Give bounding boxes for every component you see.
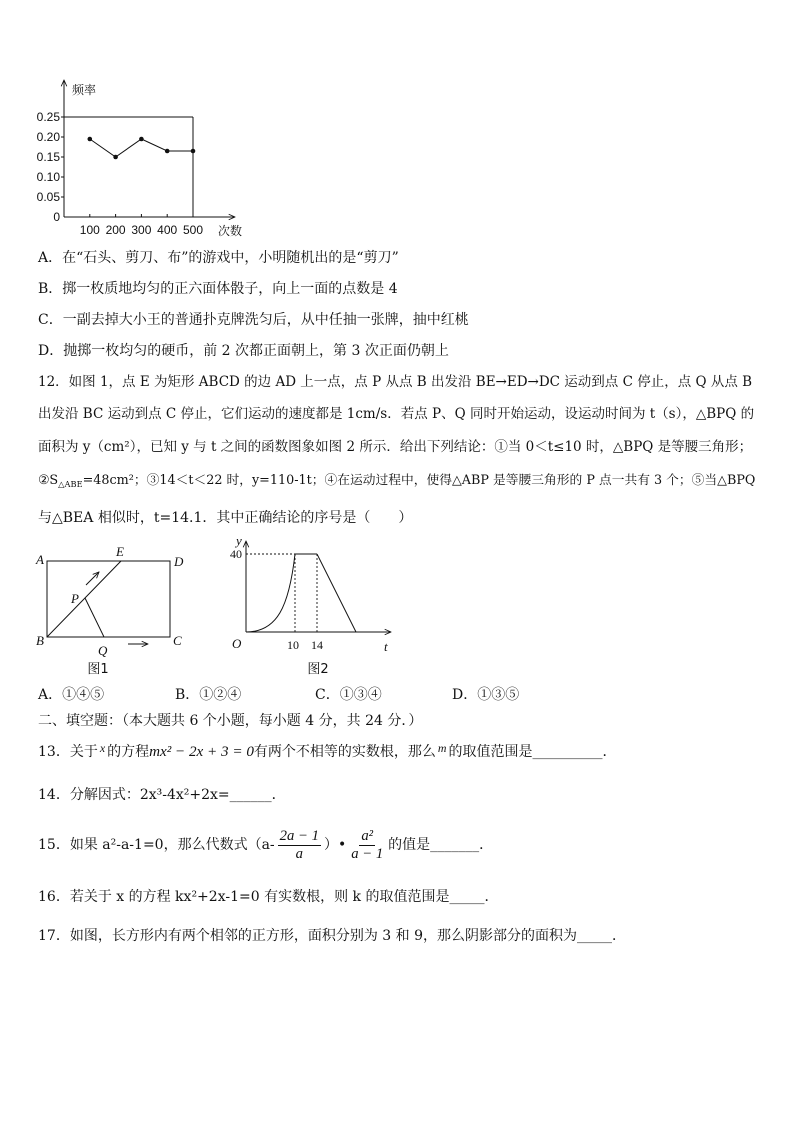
q12-figures <box>30 535 410 680</box>
descending-segment <box>317 554 356 632</box>
q12-choice-b: B．①②④ <box>175 687 242 703</box>
q17: 17．如图，长方形内有两个相邻的正方形，面积分别为 3 和 9，那么阴影部分的面积为_____． <box>38 928 626 944</box>
segment-pq <box>85 598 104 637</box>
q15-fraction-1-numerator: 2a − 1 <box>279 827 319 844</box>
data-point-200 <box>113 155 118 160</box>
x-tick-label: 500 <box>182 223 204 237</box>
y-tick-label: 0.05 <box>36 190 60 204</box>
y-tick-label: 0.15 <box>36 150 60 164</box>
q12-line-5: 与△BEA 相似时，t=14.1．其中正确结论的序号是（ ） <box>38 510 413 526</box>
x-axis-label: 次数 <box>218 224 243 238</box>
data-point-500 <box>191 149 196 154</box>
q14: 14．分解因式：2x³-4x²+2x=______． <box>38 787 286 803</box>
q15-fraction-2 <box>349 828 385 863</box>
fig2-t-tick-14: 14 <box>311 638 323 652</box>
q15-fraction-1 <box>278 828 321 863</box>
figure-2 <box>230 535 391 677</box>
q15-fraction-1-denominator: a <box>295 845 303 862</box>
y-tick-label: 0.10 <box>36 170 60 184</box>
q11-option-d: D．抛掷一枚均匀的硬币，前 2 次都正面朝上，第 3 次正面仍朝上 <box>38 343 449 359</box>
q15 <box>38 826 763 864</box>
x-tick-label: 400 <box>157 223 178 237</box>
p-direction-arrow <box>86 572 99 585</box>
q16: 16．若关于 x 的方程 kx²+2x-1=0 有实数根，则 k 的取值范围是_____． <box>38 889 499 905</box>
series-line <box>90 139 193 157</box>
q15-prefix: 15．如果 a²-a-1=0，那么代数式（a- <box>38 837 275 853</box>
label-a: A <box>36 552 44 567</box>
q13-var-m: m <box>437 741 447 755</box>
segment-be <box>47 561 121 637</box>
q12-line-2: 出发沿 BC 运动到点 C 停止，它们运动的速度都是 1cm/s．若点 P、Q 同时开始运动，设运动时间为 t（s），△BPQ 的 <box>38 406 755 422</box>
q15-suffix: 的值是_______． <box>388 837 494 853</box>
q13-answer-blank: __________ <box>532 744 603 760</box>
label-b: B <box>36 633 44 648</box>
parabola-segment <box>246 554 295 632</box>
x-tick-label: 100 <box>79 223 100 237</box>
q11-option-b: B．掷一枚质地均匀的正六面体骰子，向上一面的点数是 4 <box>38 281 398 297</box>
q12-line-4 <box>38 472 763 493</box>
label-e: E <box>116 544 124 559</box>
frequency-line-chart <box>30 75 250 245</box>
q12-line-3: 面积为 y（cm²），已知 y 与 t 之间的函数图象如图 2 所示．给出下列结论：①当 0＜t≤10 时，△BPQ 是等腰三角形； <box>38 439 753 455</box>
q12-choice-d: D．①③⑤ <box>452 687 520 703</box>
data-point-100 <box>88 137 93 142</box>
y-axis-label: 频率 <box>72 83 97 97</box>
q12-choice-c: C．①③④ <box>315 687 382 703</box>
q13-text-1: 的方程 <box>107 744 150 760</box>
q12-choice-a: A．①④⑤ <box>38 687 105 703</box>
q11-option-c: C．一副去掉大小王的普通扑克牌洗匀后，从中任抽一张牌，抽中红桃 <box>38 312 469 328</box>
q12-line-4-rest: =48cm²；③14＜t＜22 时，y=110-1t；④在运动过程中，使得△ABP 是等腰三角形的 P 点一共有 3 个；⑤当△BPQ <box>82 473 756 488</box>
fig2-t-tick-10: 10 <box>287 638 299 652</box>
fig2-y-label: y <box>236 535 242 548</box>
x-tick-label: 200 <box>105 223 126 237</box>
rectangle-abcd <box>47 561 170 637</box>
q11-option-a: A．在“石头、剪刀、布”的游戏中，小明随机出的是“剪刀” <box>38 250 399 266</box>
y-tick-label: 0.25 <box>36 110 60 124</box>
q13-equation: mx² − 2x + 3 = 0 <box>149 744 254 760</box>
q15-fraction-2-numerator: a² <box>361 827 374 844</box>
q13 <box>38 743 763 761</box>
y-tick-label: 0 <box>53 210 60 224</box>
y-tick-label: 0.20 <box>36 130 60 144</box>
q12-line-4-subscript: △ABE <box>58 479 83 489</box>
figure-1 <box>35 544 184 677</box>
q13-number: 13．关于 <box>38 744 98 760</box>
fig2-t-label: t <box>384 639 388 654</box>
fig2-origin-label: O <box>232 636 242 651</box>
q15-middle: ）• <box>323 837 347 853</box>
figure-2-caption: 图2 <box>307 662 329 677</box>
q13-end: ． <box>602 744 617 760</box>
label-q: Q <box>98 643 108 658</box>
label-d: D <box>174 554 184 569</box>
data-point-300 <box>139 137 144 142</box>
section-2-heading: 二、填空题：（本大题共 6 个小题，每小题 4 分，共 24 分．） <box>38 713 423 729</box>
figure-1-caption: 图1 <box>87 662 109 677</box>
q13-text-2: 有两个不相等的实数根，那么 <box>253 744 436 760</box>
q13-text-3: 的取值范围是 <box>448 744 533 760</box>
fig2-y-value-label: 40 <box>230 547 242 561</box>
chart-marks <box>37 110 204 237</box>
q12-line-4-s: ②S <box>38 473 59 488</box>
q12-line-1: 12．如图 1，点 E 为矩形 ABCD 的边 AD 上一点，点 P 从点 B 出发沿 BE→ED→DC 运动到点 C 停止，点 Q 从点 B <box>38 374 753 390</box>
q15-fraction-2-denominator: a − 1 <box>351 845 384 862</box>
label-c: C <box>173 633 182 648</box>
label-p: P <box>71 591 79 606</box>
x-tick-label: 300 <box>131 223 152 237</box>
q13-var-x: x <box>99 741 106 755</box>
data-point-400 <box>165 149 170 154</box>
